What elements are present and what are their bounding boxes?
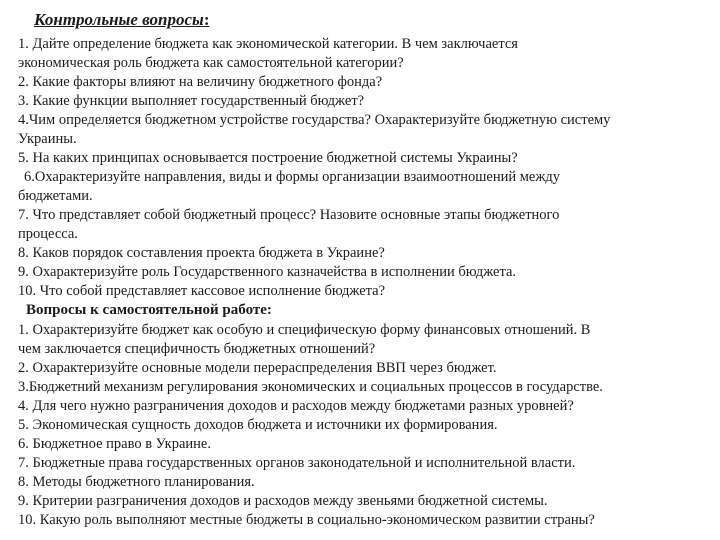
self-work-line: 9. Критерии разграничения доходов и расходов между звеньями бюджетной системы. (18, 493, 548, 509)
question-line: 4.Чим определяется бюджетном устройстве государства? Охарактеризуйте бюджетную систему (18, 112, 611, 128)
self-work-line: 3.Бюджетний механизм регулирования экономических и социальных процессов в государстве. (18, 379, 603, 395)
self-work-heading: Вопросы к самостоятельной работе: (26, 302, 272, 318)
question-line: процесса. (18, 226, 78, 242)
question-line: 2. Какие факторы влияют на величину бюджетного фонда? (18, 74, 383, 90)
self-work-line: 4. Для чего нужно разграничения доходов и расходов между бюджетами разных уровней? (18, 398, 574, 414)
question-line: 3. Какие функции выполняет государственный бюджет? (18, 93, 365, 109)
control-questions-heading-text: Контрольные вопросы (34, 10, 204, 29)
heading-colon: : (203, 10, 210, 29)
question-line: бюджетами. (18, 188, 93, 204)
question-line: 9. Охарактеризуйте роль Государственного казначейства в исполнении бюджета. (18, 264, 517, 280)
question-line: экономическая роль бюджета как самостоятельной категории? (18, 55, 404, 71)
question-line: 5. На каких принципах основывается построение бюджетной системы Украины? (18, 150, 518, 166)
self-work-line: 6. Бюджетное право в Украине. (18, 436, 211, 452)
self-work-line: 5. Экономическая сущность доходов бюджета и источники их формирования. (18, 417, 498, 433)
self-work-line: 7. Бюджетные права государственных органов законодательной и исполнительной власти. (18, 455, 576, 471)
question-line: 7. Что представляет собой бюджетный процесс? Назовите основные этапы бюджетного (18, 207, 560, 223)
self-work-line: 2. Охарактеризуйте основные модели перераспределения ВВП через бюджет. (18, 360, 497, 376)
question-line: 8. Каков порядок составления проекта бюджета в Украине? (18, 245, 385, 261)
question-line: 10. Что собой представляет кассовое исполнение бюджета? (18, 283, 386, 299)
self-work-line: 1. Охарактеризуйте бюджет как особую и специфическую форму финансовых отношений. В (18, 322, 591, 338)
question-line: Украины. (18, 131, 77, 147)
control-questions-heading (34, 10, 209, 30)
self-work-line: чем заключается специфичность бюджетных отношений? (18, 341, 376, 357)
self-work-line: 10. Какую роль выполняют местные бюджеты в социально-экономическом развитии страны? (18, 512, 595, 528)
question-line: 1. Дайте определение бюджета как экономической категории. В чем заключается (18, 36, 518, 52)
self-work-line: 8. Методы бюджетного планирования. (18, 474, 255, 490)
question-line: 6.Охарактеризуйте направления, виды и формы организации взаимоотношений между (24, 169, 560, 185)
